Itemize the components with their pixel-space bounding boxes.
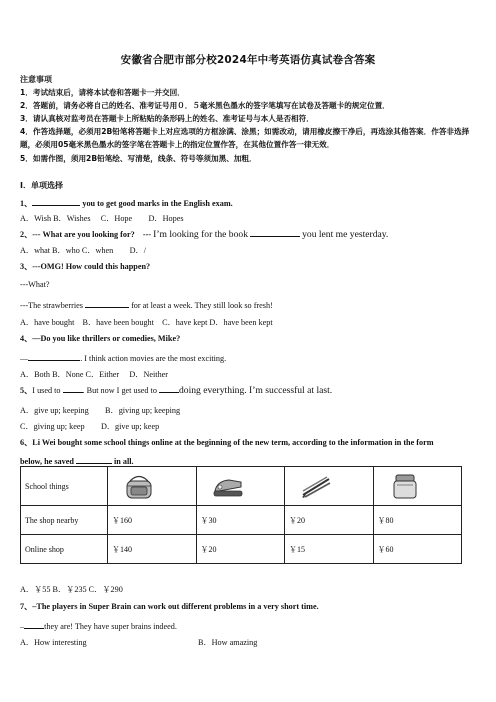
- question-number: 5、: [20, 386, 33, 395]
- price-cell: ￥80: [373, 506, 462, 535]
- item-cell: [285, 467, 374, 506]
- dialogue-line: — . I think action movies are the most exciting.: [20, 354, 227, 363]
- notice-heading: 注意事项: [20, 75, 52, 84]
- dialogue-line: – they are! They have super brains indeed.: [20, 622, 177, 631]
- question-number: 3、: [20, 262, 33, 271]
- price-cell: ￥30: [196, 506, 285, 535]
- item-cell: [196, 467, 285, 506]
- answer-blank: [28, 352, 80, 361]
- question-number: 6、: [20, 438, 33, 447]
- question-stem: I’m looking for the book: [153, 229, 248, 240]
- question-2-options: A．what B．who C．when D．/: [20, 246, 146, 255]
- row-label: Online shop: [21, 535, 108, 564]
- question-6: [20, 437, 434, 448]
- price-cell: ￥160: [108, 506, 197, 535]
- notice-item: 4．作答选择题，必须用2B铅笔将答题卡上对应选项的方框涂满、涂黑；如需改动，请用橡皮擦干净后，再选涂其他答案．作答非选择题，必须用05毫米黑色墨水的签字笔在答题卡上的指定位置作答，在其他位置作答一律无效．: [20, 127, 470, 149]
- question-stem: . But now I get used to: [82, 386, 157, 395]
- table-row: [21, 535, 462, 564]
- question-stem: –The players in Super Brain can work out different problems in a very short time.: [32, 602, 319, 611]
- answer-blank: [76, 455, 112, 464]
- price-cell: ￥15: [285, 535, 374, 564]
- pens-icon: [299, 471, 333, 501]
- price-cell: ￥60: [373, 535, 462, 564]
- question-stem: . I think action movies are the most exciting.: [80, 354, 227, 363]
- question-1-options: A．Wish B．Wishes C．Hope D．Hopes: [20, 214, 184, 223]
- question-stem: in all.: [114, 457, 134, 466]
- question-1: [20, 197, 233, 209]
- notice-item: 1．考试结束后，请将本试卷和答题卡一并交回．: [20, 88, 185, 97]
- question-number: 1、: [20, 199, 33, 208]
- question-stem: ---The strawberries: [20, 301, 83, 310]
- stapler-icon: [211, 471, 245, 501]
- answer-blank: [85, 299, 129, 308]
- question-2: [20, 228, 388, 240]
- question-6-options: A．￥55 B．￥235 C．￥290: [20, 585, 123, 594]
- question-number: 7、: [20, 602, 33, 611]
- notice-item: 3．请认真核对监考员在答题卡上所粘贴的条形码上的姓名、准考证号与本人是否相符．: [20, 114, 314, 123]
- question-stem: --- What are you looking for? ---: [32, 230, 154, 239]
- price-cell: ￥20: [285, 506, 374, 535]
- row-label: School things: [21, 467, 108, 506]
- pencil-case-icon: [388, 471, 422, 501]
- answer-blank: [24, 620, 44, 629]
- question-stem: you lent me yesterday.: [302, 229, 389, 240]
- question-7-options: [20, 637, 258, 648]
- question-5: [20, 384, 332, 396]
- dialogue-line: ---What?: [20, 280, 50, 289]
- table-row: [21, 467, 462, 506]
- question-3: [20, 261, 150, 272]
- item-cell: [108, 467, 197, 506]
- notice-item: 2．答题前，请务必将自己的姓名、准考证号用０．５毫米黑色墨水的签字笔填写在试卷及答题卡的规定位置．: [20, 101, 390, 110]
- question-5-options: C．giving up; keep D．give up; keep: [20, 422, 160, 431]
- question-4-options: A．Both B．None C．Either D．Neither: [20, 370, 169, 379]
- question-stem: —Do you like thrillers or comedies, Mike?: [32, 334, 181, 343]
- dialogue-line: [20, 299, 273, 310]
- page-title: 安徽省合肥市部分校2024年中考英语仿真试卷含答案: [120, 54, 376, 66]
- question-3-options: A．have bought B．have been bought C．have kept D．have been kept: [20, 318, 273, 327]
- question-stem: Li Wei bought some school things online at the beginning of the new term, according to the information in the form: [32, 438, 434, 447]
- answer-blank: [250, 228, 300, 237]
- section-heading: Ⅰ．单项选择: [20, 181, 63, 190]
- question-stem: I used to: [32, 386, 61, 395]
- option-b: B．How amazing: [198, 638, 258, 647]
- question-4: [20, 333, 180, 344]
- question-stem: ---OMG! How could this happen?: [32, 262, 151, 271]
- notice-item: 5．如需作图，须用2B铅笔绘、写清楚，线条、符号等须加黑、加粗．: [20, 154, 257, 163]
- answer-blank: [159, 384, 179, 393]
- price-table: [20, 466, 462, 564]
- answer-blank: [63, 384, 83, 393]
- price-cell: ￥140: [108, 535, 197, 564]
- table-row: [21, 506, 462, 535]
- question-number: 4、: [20, 334, 33, 343]
- question-6-line-2: [20, 455, 134, 466]
- question-5-options: A．give up; keeping B．giving up; keeping: [20, 406, 181, 415]
- question-number: 2、: [20, 230, 33, 239]
- option-a: A．How interesting: [20, 638, 87, 647]
- question-stem: below, he saved: [20, 457, 74, 466]
- question-7: [20, 601, 319, 612]
- row-label: The shop nearby: [21, 506, 108, 535]
- question-stem: you to get good marks in the English exam.: [82, 199, 233, 208]
- question-stem: they are! They have super brains indeed.: [44, 622, 177, 631]
- answer-blank: [32, 197, 80, 206]
- item-cell: [373, 467, 462, 506]
- price-cell: ￥20: [196, 535, 285, 564]
- question-stem: for at least a week. They still look so fresh!: [131, 301, 273, 310]
- school-bag-icon: [122, 471, 156, 501]
- question-stem: doing everything. I’m successful at last.: [178, 385, 333, 396]
